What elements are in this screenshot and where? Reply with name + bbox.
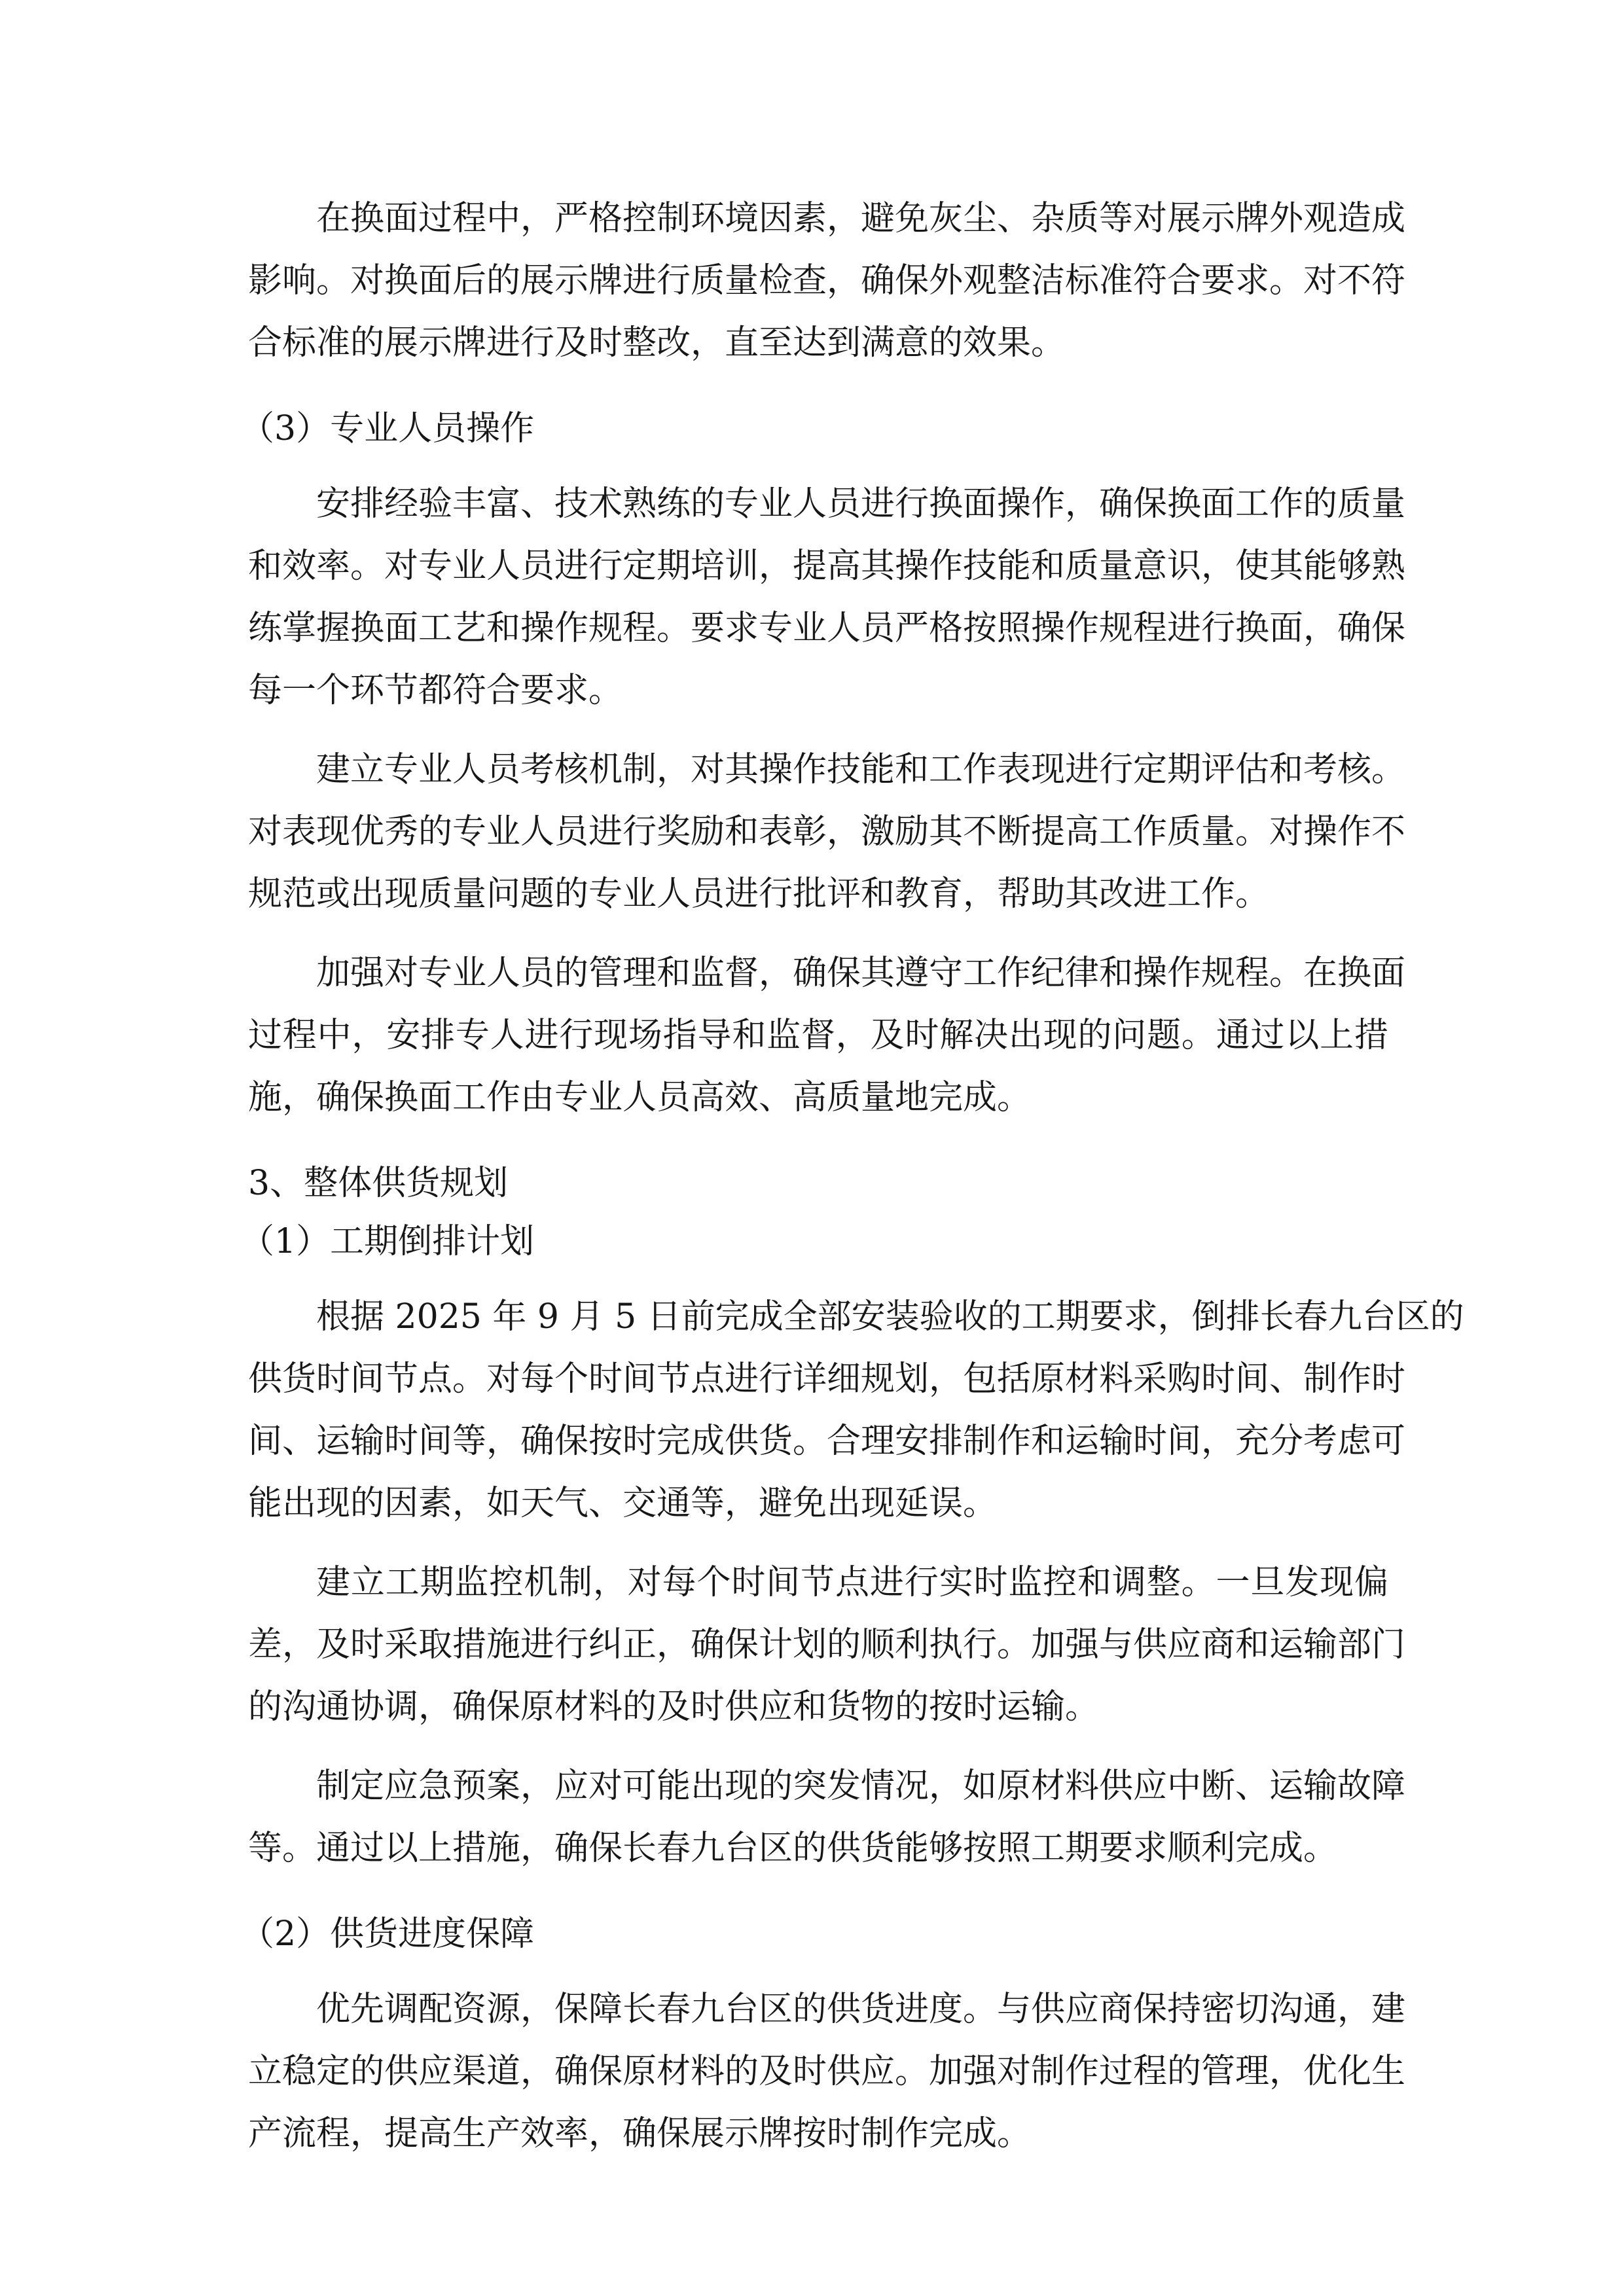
text-line: 加强对专业人员的管理和监督，确保其遵守工作纪律和操作规程。在换面 [316, 954, 1406, 993]
section-heading [240, 398, 1388, 460]
text-line: 施，确保换面工作由专业人员高效、高质量地完成。 [248, 1078, 1032, 1117]
text-line: 3、整体供货规划 [248, 1164, 509, 1203]
text-line: 制定应急预案，应对可能出现的突发情况，如原材料供应中断、运输故障 [316, 1767, 1406, 1806]
text-line: 练掌握换面工艺和操作规程。要求专业人员严格按照操作规程进行换面，确保 [248, 609, 1406, 648]
text-line: 每一个环节都符合要求。 [248, 671, 623, 710]
paragraph [248, 473, 1406, 722]
text-line: 影响。对换面后的展示牌进行质量检查，确保外观整洁标准符合要求。对不符 [248, 261, 1406, 300]
text-line: 的沟通协调，确保原材料的及时供应和货物的按时运输。 [248, 1687, 1100, 1727]
paragraph [248, 1755, 1406, 1880]
paragraph [248, 188, 1406, 374]
text-line: （2）供货进度保障 [240, 1914, 535, 1954]
paragraph [248, 1286, 1464, 1535]
text-line: 对表现优秀的专业人员进行奖励和表彰，激励其不断提高工作质量。对操作不 [248, 812, 1406, 852]
text-line: 建立专业人员考核机制，对其操作技能和工作表现进行定期评估和考核。 [316, 750, 1406, 789]
text-line: 供货时间节点。对每个时间节点进行详细规划，包括原材料采购时间、制作时 [248, 1359, 1406, 1399]
text-line: 安排经验丰富、技术熟练的专业人员进行换面操作，确保换面工作的质量 [316, 484, 1406, 524]
text-line: 等。通过以上措施，确保长春九台区的供货能够按照工期要求顺利完成。 [248, 1829, 1338, 1868]
text-line: 能出现的因素，如天气、交通等，避免出现延误。 [248, 1484, 998, 1523]
text-line: 在换面过程中，严格控制环境因素，避免灰尘、杂质等对展示牌外观造成 [316, 199, 1406, 238]
paragraph [248, 942, 1406, 1129]
paragraph [248, 1979, 1406, 2165]
text-line: 优先调配资源，保障长春九台区的供货进度。与供应商保持密切沟通，建 [316, 1990, 1406, 2029]
document-page [240, 188, 1464, 2165]
text-line: 规范或出现质量问题的专业人员进行批评和教育，帮助其改进工作。 [248, 874, 1270, 914]
text-line: 立稳定的供应渠道，确保原材料的及时供应。加强对制作过程的管理，优化生 [248, 2052, 1406, 2091]
text-line: 过程中，安排专人进行现场指导和监督，及时解决出现的问题。通过以上措 [248, 1016, 1388, 1055]
text-line: 合标准的展示牌进行及时整改，直至达到满意的效果。 [248, 323, 1066, 363]
text-line: 产流程，提高生产效率，确保展示牌按时制作完成。 [248, 2114, 1032, 2153]
text-line: 差，及时采取措施进行纠正，确保计划的顺利执行。加强与供应商和运输部门 [248, 1625, 1406, 1664]
section-heading [248, 1153, 1388, 1215]
text-line: （1）工期倒排计划 [240, 1222, 535, 1261]
text-line: 建立工期监控机制，对每个时间节点进行实时监控和调整。一旦发现偏 [316, 1563, 1388, 1602]
paragraph [248, 739, 1406, 925]
section-heading [240, 1211, 1388, 1273]
text-line: 和效率。对专业人员进行定期培训，提高其操作技能和质量意识，使其能够熟 [248, 547, 1406, 586]
text-line: 间、运输时间等，确保按时完成供货。合理安排制作和运输时间，充分考虑可 [248, 1422, 1406, 1461]
paragraph [248, 1552, 1406, 1738]
text-line: （3）专业人员操作 [240, 409, 535, 448]
section-heading [240, 1903, 1388, 1965]
text-line: 根据 2025 年 9 月 5 日前完成全部安装验收的工期要求，倒排长春九台区的 [316, 1297, 1464, 1336]
